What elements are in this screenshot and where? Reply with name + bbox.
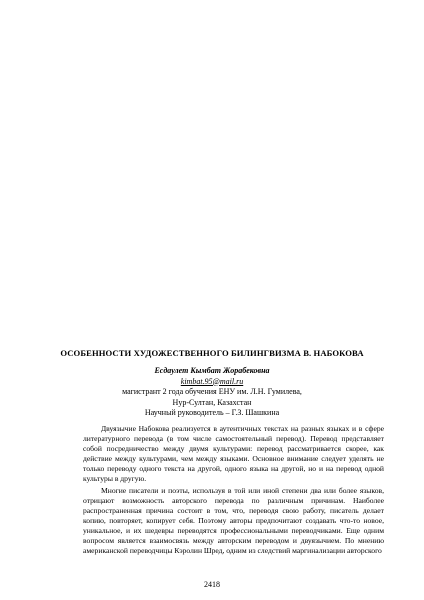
paragraph: Двуязычие Набокова реализуется в аутентичных текстах на разных языках и в сфере литературного перевода (в том числе самостоятельный перевод). Перевод представляет собой посредничество между двумя культурами: перевод рассматривается скорее, как действие между культурами, чем между языками. Основное внимание следует уделять не только переводу одного текста на другой, одного языка на другой, но и на перевод одной культуры в другую. (83, 424, 384, 483)
page-number: 2418 (204, 580, 220, 589)
author-block (90, 366, 334, 419)
scientific-supervisor: Научный руководитель – Г.З. Шашкина (144, 408, 280, 417)
author-email-link[interactable]: kimbat.95@mail.ru (180, 376, 244, 386)
author-position: магистрант 2 года обучения ЕНУ им. Л.Н. Гумилева, (122, 387, 302, 396)
article-body (83, 424, 384, 558)
author-city: Нур-Султан, Казахстан (172, 397, 252, 407)
paragraph: Многие писатели и поэты, используя в той или иной степени два или более языков, отрицают возможность авторского перевода по различным причинам. Наиболее распространенная причина состоит в том, что, переводя свою работу, писатель делает копию, повторяет, копирует себя. Поэтому авторы предпочитают создавать что-то новое, уникальное, и их шедевры переводятся профессиональными переводчиками. Еще одним вопросом является взаимосвязь между авторским переводом и двуязычием. По мнению американской переводчицы Кэролин Шред, одним из следствий маргинализации авторского (83, 486, 384, 555)
article-title: ОСОБЕННОСТИ ХУДОЖЕСТВЕННОГО БИЛИНГВИЗМА В. НАБОКОВА (60, 348, 364, 358)
author-name: Есдаулет Кымбат Жорабековна (154, 366, 270, 375)
